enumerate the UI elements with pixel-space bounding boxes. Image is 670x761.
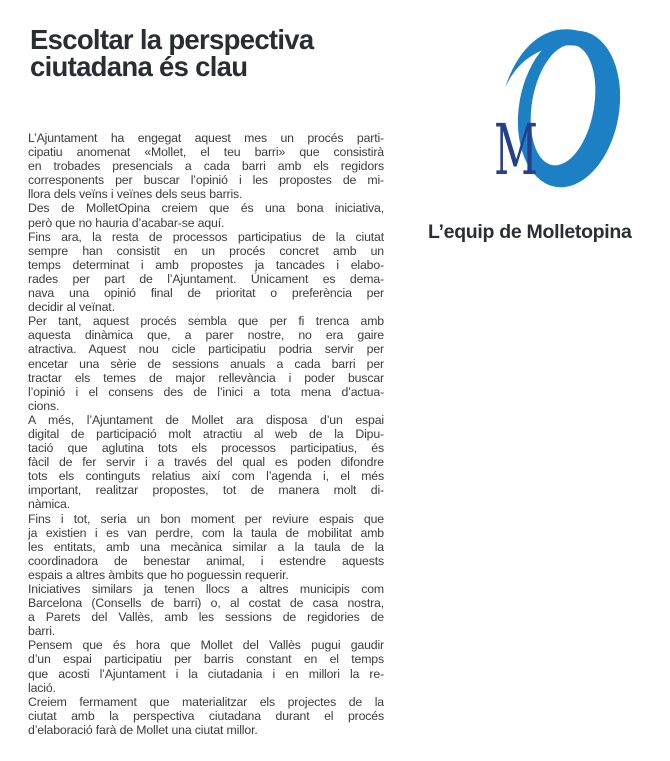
body-line: nàmica. <box>28 497 71 512</box>
body-line: ja existien i es van perdre, com la taula de mobilitat amb <box>28 525 384 540</box>
molletopina-logo <box>486 18 646 198</box>
article-body <box>28 131 384 737</box>
body-line: però que no hauria d’acabar-se aquí. <box>28 215 225 230</box>
body-line: sempre han consistit en un procés concret amb un <box>28 243 384 258</box>
body-line: aquesta dinàmica que, a parer nostre, no era gaire <box>28 328 384 343</box>
body-line: temps determinat i amb propostes ja tancades i elabo- <box>28 257 384 272</box>
body-line: encetar una sèrie de sessions anuals a cada barri per <box>28 356 384 371</box>
body-line: espais a altres àmbits que ho poguessin requerir. <box>28 567 289 582</box>
body-line: decidir al veïnat. <box>28 300 115 315</box>
body-line: tació que aglutina tots els processos participatius, és <box>28 441 384 456</box>
page-title <box>30 26 410 80</box>
molletopina-logo-icon <box>486 18 646 198</box>
body-line: fàcil de fer servir i a través del qual es poden difondre <box>28 455 384 470</box>
body-line: rades per part de l’Ajuntament. Únicament es dema- <box>28 271 384 286</box>
body-line: nava una opinió final de prioritat o preferència per <box>28 286 384 301</box>
letter-m-icon: M <box>494 109 538 191</box>
body-line: d’un espai participatiu per barris constant en el temps <box>28 652 384 667</box>
body-line: cions. <box>28 398 60 413</box>
body-line: Creiem fermament que materialitzar els projectes de la <box>28 694 384 709</box>
body-line: A més, l’Ajuntament de Mollet ara disposa d’un espai <box>28 412 384 427</box>
body-line: barri. <box>28 624 56 639</box>
body-line: tractar els temes de major rellevància i poder buscar <box>28 370 384 385</box>
body-line: Pensem que és hora que Mollet del Vallès pugui gaudir <box>28 638 384 653</box>
body-line: a Parets del Vallès, amb les sessions de regidories de <box>28 610 384 625</box>
body-line: en trobades presencials a cada barri amb els regidors <box>28 159 384 174</box>
body-line: corresponents per buscar l’opinió i les propostes de mi- <box>28 173 384 188</box>
byline: L’equip de Molletopina <box>428 221 632 243</box>
body-line: atractiva. Aquest nou cicle participatiu podria servir per <box>28 342 384 357</box>
body-line: d’elaboració farà de Mollet una ciutat millor. <box>28 722 258 737</box>
body-line: digital de participació molt atractiu al web de la Dipu- <box>28 426 384 441</box>
body-line: les entitats, amb una mecànica similar a la taula de la <box>28 539 384 554</box>
page-title-line-2: ciutadana és clau <box>30 51 248 82</box>
body-line: L’Ajuntament ha engegat aquest mes un procés parti- <box>28 131 384 145</box>
page-title-line-1: Escoltar la perspectiva <box>30 24 314 55</box>
body-line: ciutat amb la perspectiva ciutadana durant el procés <box>28 708 384 723</box>
body-line: que acosti l’Ajuntament i la ciutadania i en millori la re- <box>28 666 384 681</box>
body-line: Per tant, aquest procés sembla que per fi trenca amb <box>28 314 384 329</box>
body-line: cipatiu anomenat «Mollet, el teu barri» que consistirà <box>28 145 384 160</box>
body-line: llora dels veïns i veïnes dels seus barris. <box>28 187 243 202</box>
body-line: important, realitzar propostes, tot de manera molt di- <box>28 483 384 498</box>
body-line: l’opinió i el consens des de l’inici a tota mena d’actua- <box>28 384 384 399</box>
body-line: Fins i tot, seria un bon moment per reviure espais que <box>28 511 384 526</box>
body-line: lació. <box>28 680 56 695</box>
body-line: Fins ara, la resta de processos participatius de la ciutat <box>28 229 384 244</box>
body-line: coordinadora de benestar animal, i estendre aquests <box>28 553 384 568</box>
body-line: tots els continguts relatius així com l’agenda i, el més <box>28 469 384 484</box>
body-line: Des de MolletOpina creiem que és una bona iniciativa, <box>28 201 384 216</box>
body-line: Barcelona (Consells de barri) o, al costat de casa nostra, <box>28 596 384 611</box>
body-line: Iniciatives similars ja tenen llocs a altres municipis com <box>28 582 384 596</box>
